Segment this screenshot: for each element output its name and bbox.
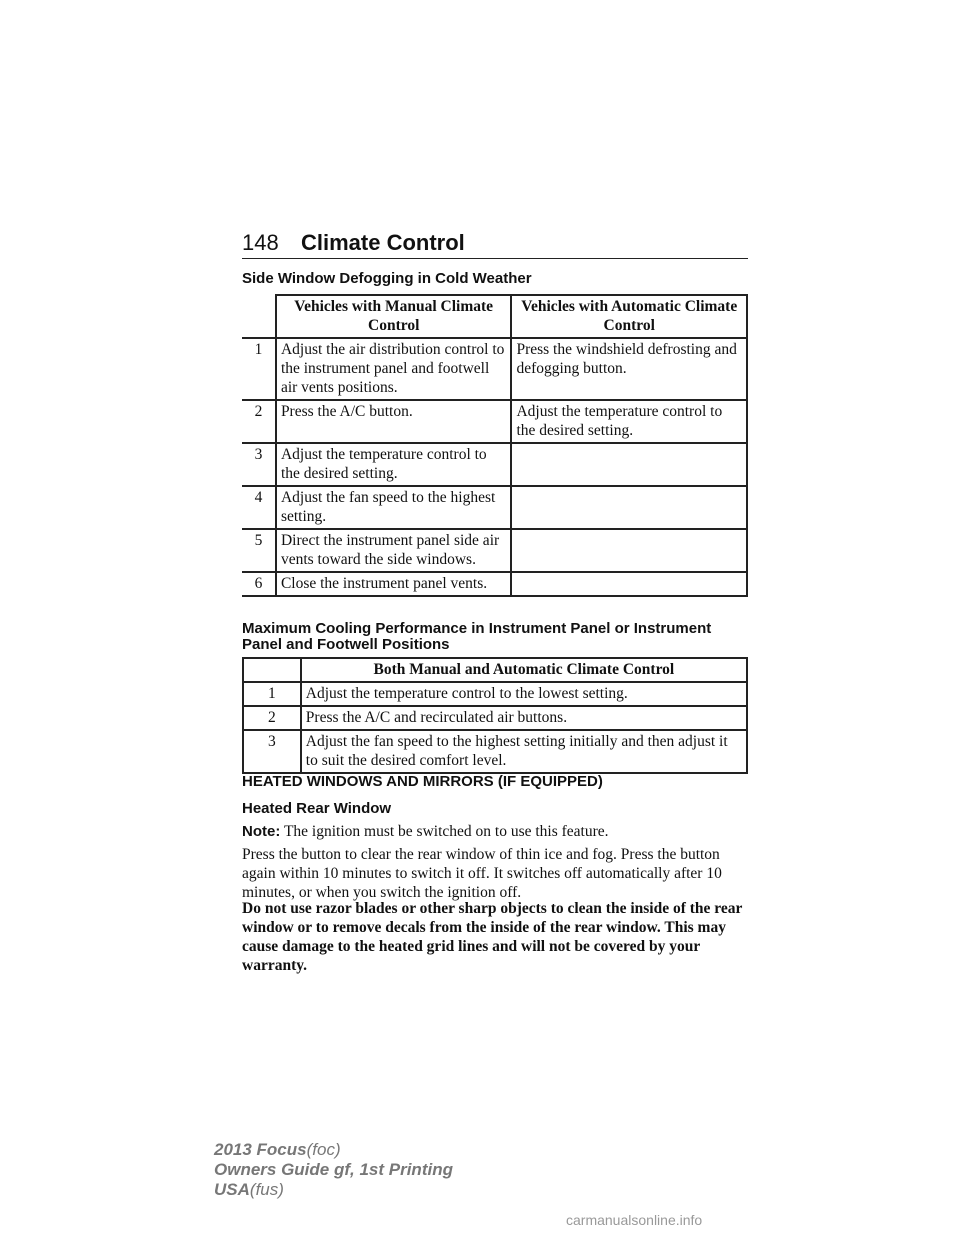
note-paragraph: [242, 822, 748, 841]
manual-step: Adjust the fan speed to the highest setting.: [276, 486, 512, 529]
auto-step: Adjust the temperature control to the desired setting.: [511, 400, 747, 443]
manual-step: Close the instrument panel vents.: [276, 572, 512, 596]
col-header-auto: Vehicles with Automatic Climate Control: [511, 295, 747, 338]
table-header-row: [242, 295, 747, 338]
note-label: Note:: [242, 823, 281, 840]
table-header-num: [243, 658, 301, 682]
row-number: 4: [242, 486, 276, 529]
row-number: 3: [242, 443, 276, 486]
row-number: 2: [242, 400, 276, 443]
table-row: [243, 730, 747, 773]
col-header-both: Both Manual and Automatic Climate Control: [301, 658, 747, 682]
table-row: [242, 338, 747, 400]
col-header-manual: Vehicles with Manual Climate Control: [276, 295, 512, 338]
footer-region: USA: [214, 1180, 250, 1199]
row-number: 2: [243, 706, 301, 730]
page-number: 148: [242, 230, 279, 255]
auto-step: [511, 572, 747, 596]
side-window-heading: Side Window Defogging in Cold Weather: [242, 270, 532, 287]
footer-guide: Owners Guide gf, 1st Printing: [214, 1160, 453, 1179]
manual-step: Press the A/C button.: [276, 400, 512, 443]
cooling-step: Press the A/C and recirculated air buttons.: [301, 706, 747, 730]
row-number: 5: [242, 529, 276, 572]
footer-line-1: [214, 1140, 453, 1160]
row-number: 1: [243, 682, 301, 706]
warning-paragraph: Do not use razor blades or other sharp objects to clean the inside of the rear window or to remove decals from the inside of the rear window. This may cause damage to the heated grid lines and will not be covered by your warranty.: [242, 900, 743, 974]
heated-rear-window-heading: Heated Rear Window: [242, 800, 392, 817]
cooling-step: Adjust the fan speed to the highest setting initially and then adjust it to suit the desired comfort level.: [301, 730, 747, 773]
table-header-num: [242, 295, 276, 338]
cooling-step: Adjust the temperature control to the lowest setting.: [301, 682, 747, 706]
table-row: [242, 572, 747, 596]
auto-step: [511, 443, 747, 486]
auto-step: Press the windshield defrosting and defogging button.: [511, 338, 747, 400]
footer-line-3: [214, 1180, 453, 1200]
note-text: The ignition must be switched on to use this feature.: [283, 823, 609, 840]
table-row: [242, 529, 747, 572]
auto-step: [511, 529, 747, 572]
rear-window-instructions: Press the button to clear the rear window of thin ice and fog. Press the button again within 10 minutes to switch it off. It switches off automatically after 10 minutes, or when you switch the ignition off.: [242, 846, 722, 901]
auto-step: [511, 486, 747, 529]
watermark: carmanualsonline.info: [566, 1212, 703, 1228]
manual-step: Adjust the air distribution control to the instrument panel and footwell air vents positions.: [276, 338, 512, 400]
page-header: [242, 228, 748, 259]
row-number: 6: [242, 572, 276, 596]
section-title: Climate Control: [301, 230, 465, 255]
row-number: 1: [242, 338, 276, 400]
heated-section-heading: HEATED WINDOWS AND MIRRORS (IF EQUIPPED): [242, 773, 603, 790]
side-window-table: [242, 294, 748, 597]
footer-line-2: [214, 1160, 453, 1180]
table-row: [242, 443, 747, 486]
table-row: [242, 400, 747, 443]
table-header-row: [243, 658, 747, 682]
footer-model: 2013 Focus: [214, 1140, 307, 1159]
table-row: [242, 486, 747, 529]
row-number: 3: [243, 730, 301, 773]
manual-step: Adjust the temperature control to the desired setting.: [276, 443, 512, 486]
table-row: [243, 682, 747, 706]
footer-model-code: (foc): [306, 1140, 341, 1159]
print-footer: [214, 1140, 453, 1200]
table-row: [243, 706, 747, 730]
max-cooling-table: [242, 657, 748, 774]
footer-region-code: (fus): [249, 1180, 284, 1199]
max-cooling-heading: Maximum Cooling Performance in Instrument Panel or Instrument Panel and Footwell Positions: [242, 620, 712, 653]
manual-step: Direct the instrument panel side air vents toward the side windows.: [276, 529, 512, 572]
